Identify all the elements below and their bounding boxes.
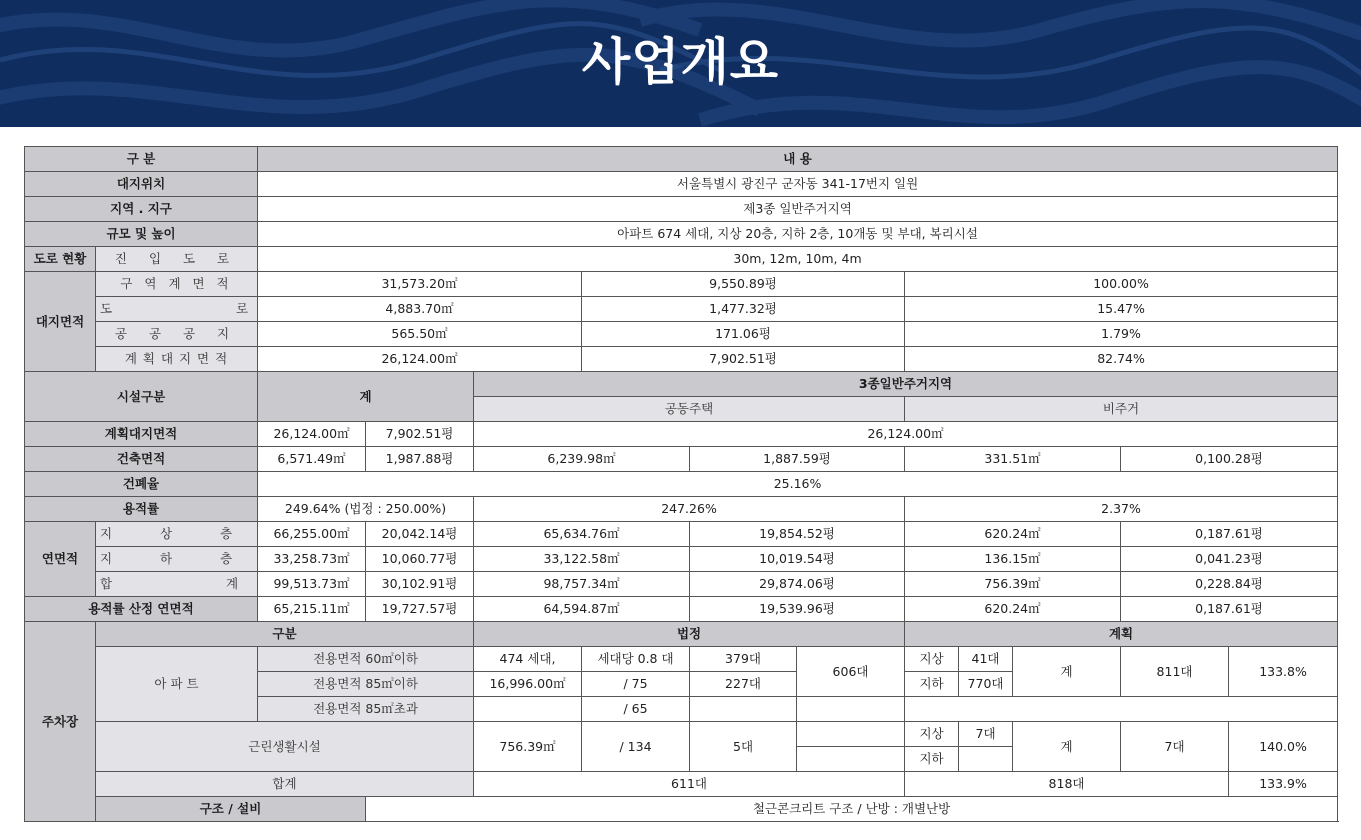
parking-apt-above-label: 지상	[905, 647, 959, 671]
location-label: 대지위치	[25, 172, 258, 197]
facility-total-label: 계	[258, 372, 474, 422]
page-title: 사업개요	[581, 33, 780, 91]
gfa-h-m2: 33,122.58㎡	[474, 547, 690, 572]
parking-r60-b: 세대당 0.8 대	[582, 647, 690, 672]
table-row	[25, 422, 1338, 447]
gfa-row-name: 지 하 층	[96, 547, 258, 572]
building-n-py: 0,100.28평	[1121, 447, 1338, 472]
site-area-item: 공 공 공 지	[96, 322, 258, 347]
plan-site-label: 계획대지면적	[25, 422, 258, 447]
table-row	[25, 472, 1338, 497]
far-gfa-label: 용적률 산정 연면적	[25, 597, 258, 622]
parking-r85-c: 227대	[690, 672, 797, 697]
building-py: 1,987.88평	[366, 447, 474, 472]
parking-retail-a: 756.39㎡	[474, 722, 582, 772]
far-nonres: 2.37%	[905, 497, 1338, 522]
table-row	[25, 622, 1338, 647]
parking-r60-a: 474 세대,	[474, 647, 582, 672]
gfa-h-py: 10,019.54평	[690, 547, 905, 572]
overview-table	[24, 146, 1338, 822]
plan-site-span: 26,124.00㎡	[474, 422, 1338, 447]
road-sub-label: 진 입 도 로	[96, 247, 258, 272]
table-row	[25, 597, 1338, 622]
site-area-ratio: 15.47%	[905, 297, 1338, 322]
gfa-h-py: 19,854.52평	[690, 522, 905, 547]
parking-apt-above-value: 41대	[971, 651, 1000, 667]
table-row	[25, 722, 1338, 747]
title-banner	[0, 0, 1361, 127]
header-label: 구 분	[25, 147, 258, 172]
structure-value: 철근콘크리트 구조 / 난방 : 개별난방	[366, 797, 1338, 822]
table-row	[25, 322, 1338, 347]
site-area-ratio: 1.79%	[905, 322, 1338, 347]
parking-retail-below-value	[959, 747, 1012, 771]
parking-legal-header: 법정	[474, 622, 905, 647]
parking-retail-plan-split	[905, 722, 1013, 747]
table-row	[25, 347, 1338, 372]
coverage-value: 25.16%	[258, 472, 1338, 497]
parking-apt-label: 아 파 트	[96, 647, 258, 722]
gfa-label: 연면적	[25, 522, 96, 597]
building-m2: 6,571.49㎡	[258, 447, 366, 472]
gfa-n-m2: 136.15㎡	[905, 547, 1121, 572]
building-label: 건축면적	[25, 447, 258, 472]
site-area-label: 대지면적	[25, 272, 96, 372]
parking-r85-label: 전용면적 85㎡이하	[258, 672, 474, 697]
parking-retail-e	[797, 747, 905, 772]
structure-label: 구조 / 설비	[96, 797, 366, 822]
parking-apt-below-value: 770대	[967, 676, 1004, 692]
table-row	[25, 497, 1338, 522]
nonres-label: 비주거	[905, 397, 1338, 422]
plan-site-m2: 26,124.00㎡	[258, 422, 366, 447]
table-row	[25, 247, 1338, 272]
gfa-m2: 66,255.00㎡	[258, 522, 366, 547]
building-h-py: 1,887.59평	[690, 447, 905, 472]
parking-r85-b: / 75	[582, 672, 690, 697]
plan-site-py: 7,902.51평	[366, 422, 474, 447]
gfa-h-m2: 98,757.34㎡	[474, 572, 690, 597]
parking-apt-legal-total: 606대	[797, 647, 905, 697]
site-area-m2: 565.50㎡	[258, 322, 582, 347]
building-n-m2: 331.51㎡	[905, 447, 1121, 472]
parking-r60-label: 전용면적 60㎡이하	[258, 647, 474, 672]
table-row	[25, 222, 1338, 247]
parking-r85o-a	[474, 697, 582, 722]
site-area-pyeong: 1,477.32평	[582, 297, 905, 322]
parking-retail-plan-split	[905, 747, 1013, 772]
parking-retail-above-label: 지상	[905, 722, 959, 746]
gfa-py: 10,060.77평	[366, 547, 474, 572]
table-row	[25, 272, 1338, 297]
site-area-m2: 26,124.00㎡	[258, 347, 582, 372]
parking-retail-below-label: 지하	[905, 747, 959, 771]
table-row	[25, 647, 1338, 672]
site-area-item: 계 획 대 지 면 적	[96, 347, 258, 372]
site-area-pyeong: 9,550.89평	[582, 272, 905, 297]
parking-apt-below-label: 지하	[905, 672, 959, 696]
gfa-py: 20,042.14평	[366, 522, 474, 547]
scale-label: 규모 및 높이	[25, 222, 258, 247]
road-value: 30m, 12m, 10m, 4m	[258, 247, 1338, 272]
far-gfa-h-py: 19,539.96평	[690, 597, 905, 622]
table-row	[25, 147, 1338, 172]
building-h-m2: 6,239.98㎡	[474, 447, 690, 472]
far-housing: 247.26%	[474, 497, 905, 522]
parking-retail-d	[797, 722, 905, 747]
parking-retail-label: 근린생활시설	[96, 722, 474, 772]
site-area-m2: 31,573.20㎡	[258, 272, 582, 297]
gfa-n-py: 0,228.84평	[1121, 572, 1338, 597]
gfa-row-name: 지 상 층	[96, 522, 258, 547]
parking-retail-c: 5대	[690, 722, 797, 772]
gfa-py: 30,102.91평	[366, 572, 474, 597]
site-area-item: 구 역 계 면 적	[96, 272, 258, 297]
parking-r85o-label: 전용면적 85㎡초과	[258, 697, 474, 722]
table-row	[25, 197, 1338, 222]
zone-value: 제3종 일반주거지역	[258, 197, 1338, 222]
gfa-m2: 33,258.73㎡	[258, 547, 366, 572]
parking-sum-legal: 611대	[474, 772, 905, 797]
gfa-n-py: 0,187.61평	[1121, 522, 1338, 547]
parking-retail-sum-label: 계	[1013, 722, 1121, 772]
parking-r85-a: 16,996.00㎡	[474, 672, 582, 697]
zone-label: 지역 . 지구	[25, 197, 258, 222]
road-label: 도로 현황	[25, 247, 96, 272]
parking-r85o-plan	[905, 697, 1338, 722]
parking-r85o-d	[797, 697, 905, 722]
far-gfa-py: 19,727.57평	[366, 597, 474, 622]
gfa-m2: 99,513.73㎡	[258, 572, 366, 597]
far-gfa-n-m2: 620.24㎡	[905, 597, 1121, 622]
parking-apt-ratio: 133.8%	[1229, 647, 1338, 697]
parking-retail-b: / 134	[582, 722, 690, 772]
table-row	[25, 447, 1338, 472]
site-area-pyeong: 171.06평	[582, 322, 905, 347]
facility-zone-label: 3종일반주거지역	[474, 372, 1338, 397]
parking-r85o-b: / 65	[582, 697, 690, 722]
far-label: 용적률	[25, 497, 258, 522]
parking-apt-sum-label: 계	[1013, 647, 1121, 697]
parking-plan-header: 계획	[905, 622, 1338, 647]
parking-apt-plan-split	[905, 647, 1013, 672]
header-value: 내 용	[258, 147, 1338, 172]
table-row	[25, 522, 1338, 547]
parking-retail-total: 7대	[1121, 722, 1229, 772]
parking-sum-label: 합계	[96, 772, 474, 797]
table-row	[25, 772, 1338, 797]
site-area-pyeong: 7,902.51평	[582, 347, 905, 372]
site-area-item: 도 로	[96, 297, 258, 322]
parking-apt-total: 811대	[1121, 647, 1229, 697]
table-row	[25, 372, 1338, 397]
parking-label: 주차장	[25, 622, 96, 822]
gfa-h-m2: 65,634.76㎡	[474, 522, 690, 547]
gfa-n-py: 0,041.23평	[1121, 547, 1338, 572]
table-row	[25, 797, 1338, 822]
facility-label: 시설구분	[25, 372, 258, 422]
housing-label: 공동주택	[474, 397, 905, 422]
parking-r85o-c	[690, 697, 797, 722]
far-gfa-h-m2: 64,594.87㎡	[474, 597, 690, 622]
location-value: 서울특별시 광진구 군자동 341-17번지 일원	[258, 172, 1338, 197]
site-area-m2: 4,883.70㎡	[258, 297, 582, 322]
site-area-ratio: 100.00%	[905, 272, 1338, 297]
table-row	[25, 297, 1338, 322]
gfa-n-m2: 620.24㎡	[905, 522, 1121, 547]
gfa-row-name: 합 계	[96, 572, 258, 597]
gfa-n-m2: 756.39㎡	[905, 572, 1121, 597]
coverage-label: 건폐율	[25, 472, 258, 497]
table-row	[25, 547, 1338, 572]
far-gfa-m2: 65,215.11㎡	[258, 597, 366, 622]
parking-sum-plan: 818대	[905, 772, 1229, 797]
parking-retail-ratio: 140.0%	[1229, 722, 1338, 772]
parking-div-header: 구분	[96, 622, 474, 647]
parking-sum-ratio: 133.9%	[1229, 772, 1338, 797]
far-gfa-n-py: 0,187.61평	[1121, 597, 1338, 622]
gfa-h-py: 29,874.06평	[690, 572, 905, 597]
scale-value: 아파트 674 세대, 지상 20층, 지하 2층, 10개동 및 부대, 복리시설	[258, 222, 1338, 247]
table-row	[25, 572, 1338, 597]
table-row	[25, 172, 1338, 197]
parking-apt-plan-split	[905, 672, 1013, 697]
far-total: 249.64% (법정 : 250.00%)	[258, 497, 474, 522]
parking-r60-c: 379대	[690, 647, 797, 672]
parking-retail-above-value: 7대	[975, 726, 996, 742]
site-area-ratio: 82.74%	[905, 347, 1338, 372]
